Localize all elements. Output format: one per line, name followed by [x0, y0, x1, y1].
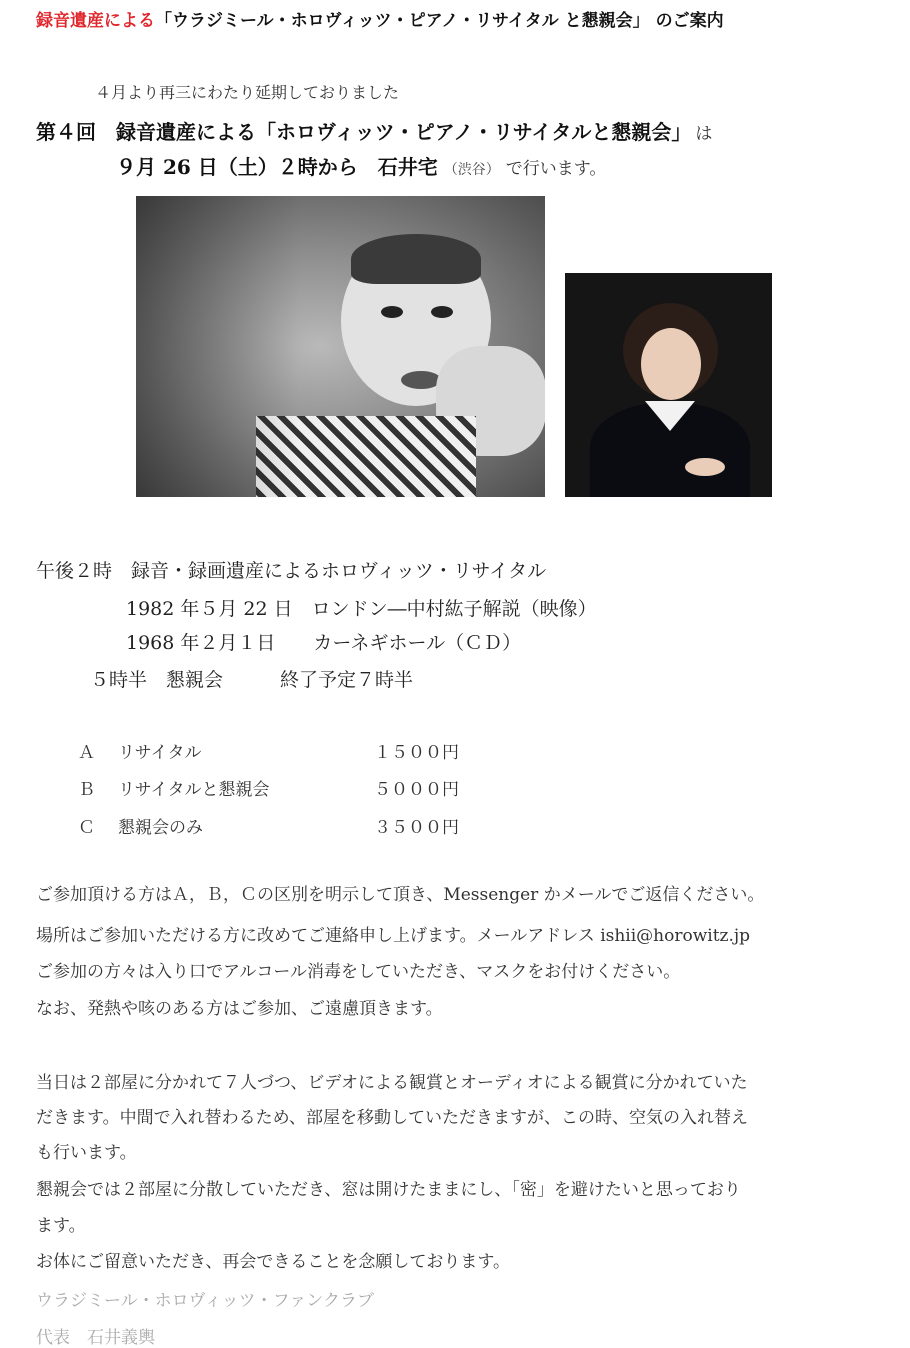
program-item-1968: 1968 年２月１日 カーネギホール（ＣＤ） — [126, 632, 522, 654]
event-date-suffix: で行います。 — [505, 159, 607, 179]
location-note: （渋谷） — [443, 162, 500, 178]
price-label: リサイタル — [118, 743, 202, 763]
detail-line: 当日は２部屋に分かれて７人づつ、ビデオによる観賞とオーディオによる観賞に分かれていた — [36, 1073, 748, 1093]
price-code: Ｂ — [78, 780, 95, 800]
program-item-1982: 1982 年５月 22 日 ロンドン―中村紘子解説（映像） — [126, 598, 597, 620]
price-row-a — [78, 738, 459, 763]
note-line: なお、発熱や咳のある方はご参加、ご遠慮頂きます。 — [36, 999, 443, 1019]
note-line: 場所はご参加いただける方に改めてご連絡申し上げます。メールアドレス ishii@horowitz.jp — [36, 926, 751, 946]
price-amount: ３５００円 — [374, 818, 459, 838]
page-title-highlight: 録音遺産による — [36, 11, 155, 31]
event-title-line — [36, 116, 712, 145]
price-label: リサイタルと懇親会 — [118, 780, 270, 800]
note-line: ご参加頂ける方はＡ，Ｂ，Ｃの区別を明示して頂き、Messenger かメールでご返信ください。 — [36, 885, 765, 905]
postponed-note: ４月より再三にわたり延期しておりました — [95, 83, 400, 102]
event-title: 第４回 録音遺産による「ホロヴィッツ・ピアノ・リサイタルと懇親会」 — [36, 120, 692, 144]
page-title — [36, 6, 724, 31]
detail-line: も行います。 — [36, 1143, 137, 1163]
signature-representative: 代表 石井義輿 — [36, 1328, 155, 1348]
detail-line: だきます。中間で入れ替わるため、部屋を移動していただきますが、この時、空気の入れ替え — [36, 1108, 748, 1128]
event-date: ９月 26 日（土）２時から 石井宅 — [116, 155, 438, 179]
program-title: 午後２時 録音・録画遺産によるホロヴィッツ・リサイタル — [36, 560, 547, 582]
program-social: ５時半 懇親会 終了予定７時半 — [90, 669, 414, 691]
price-amount: ５０００円 — [374, 780, 459, 800]
detail-line: お体にご留意いただき、再会できることを念願しております。 — [36, 1252, 510, 1272]
event-date-line — [116, 151, 606, 180]
price-amount: １５００円 — [374, 743, 459, 763]
price-row-c — [78, 813, 459, 838]
price-code: Ａ — [78, 743, 95, 763]
event-title-suffix: は — [695, 124, 713, 144]
detail-line: 懇親会では２部屋に分散していただき、窓は開けたままにし、「密」を避けたいと思っており — [36, 1180, 741, 1200]
price-row-b — [78, 775, 459, 800]
note-line: ご参加の方々は入り口でアルコール消毒をしていただき、マスクをお付けください。 — [36, 962, 681, 982]
detail-line: ます。 — [36, 1216, 86, 1236]
horowitz-photo — [136, 196, 545, 497]
price-label: 懇親会のみ — [118, 818, 203, 838]
ishii-photo — [565, 273, 772, 497]
signature-club: ウラジミール・ホロヴィッツ・ファンクラブ — [36, 1291, 374, 1311]
price-code: Ｃ — [78, 818, 95, 838]
page-title-rest: 「ウラジミール・ホロヴィッツ・ピアノ・リサイタル と懇親会」 のご案内 — [155, 11, 724, 31]
